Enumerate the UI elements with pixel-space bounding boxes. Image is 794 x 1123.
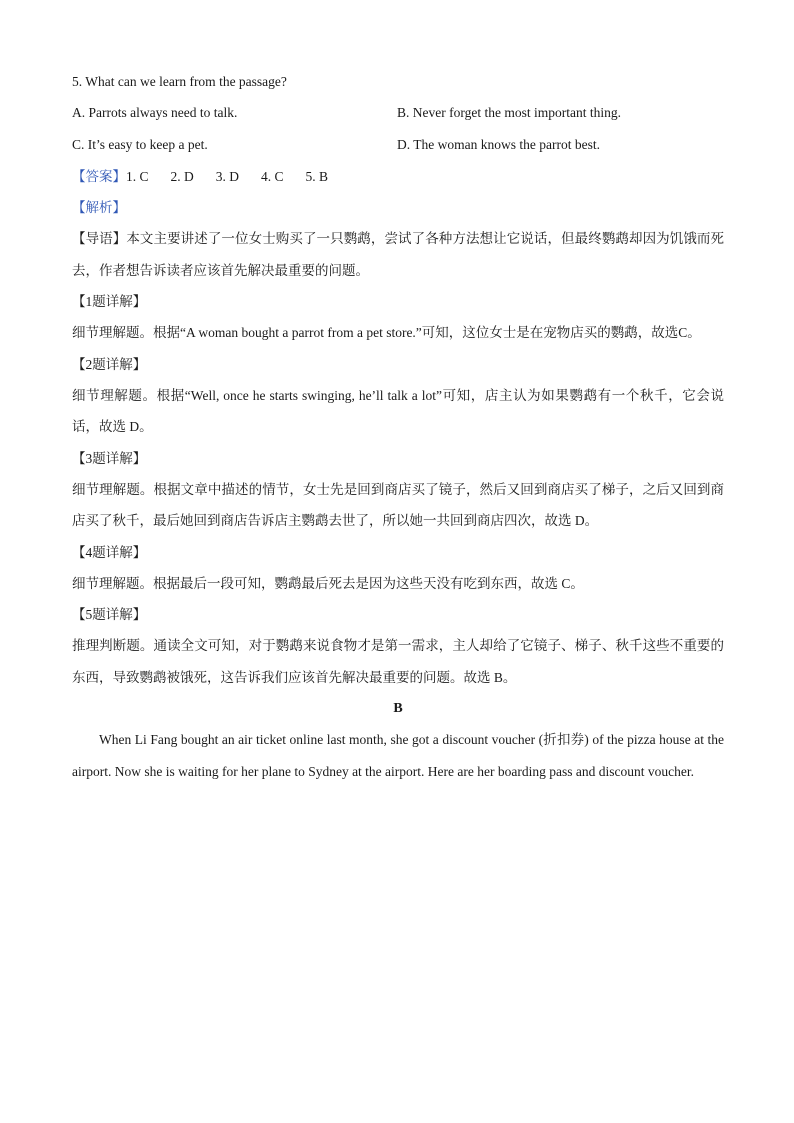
option-c: C. It’s easy to keep a pet. [72, 137, 208, 152]
option-d: D. The woman knows the parrot best. [397, 137, 600, 152]
detail-label-3: 【3题详解】 [72, 450, 147, 466]
document-page [72, 66, 724, 787]
answers-label: 【答案】 [72, 169, 126, 184]
detail-label-5: 【5题详解】 [72, 607, 147, 622]
detail-text-4: 细节理解题。根据最后一段可知，鹦鹉最后死去是因为这些天没有吃到东西，故选 C。 [72, 575, 584, 591]
section-paragraph: When Li Fang bought an air ticket online last month, she got a discount voucher (折扣券) of the pizza house at the airport. Now she is waiting for her plane to Sydney at the airport. Here are her boarding pass and discount voucher. [72, 732, 724, 779]
options-row-2 [72, 129, 724, 161]
answers-row [72, 161, 724, 192]
answer-item: 4. C [261, 169, 284, 184]
option-a: A. Parrots always need to talk. [72, 105, 238, 120]
options-row-1 [72, 97, 724, 129]
answer-item: 3. D [215, 169, 240, 184]
section-heading: B [393, 701, 403, 716]
detail-text-5: 推理判断题。通读全文可知，对于鹦鹉来说食物才是第一需求，主人却给了它镜子、梯子、秋千这些不重要的东西，导致鹦鹉被饿死，这告诉我们应该首先解决最重要的问题。故选 B。 [72, 638, 724, 685]
detail-text-1: 细节理解题。根据“A woman bought a parrot from a pet store.”可知，这位女士是在宠物店买的鹦鹉，故选C。 [72, 325, 701, 340]
detail-text-3: 细节理解题。根据文章中描述的情节，女士先是回到商店买了镜子，然后又回到商店买了梯子，之后又回到商店买了秋千，最后她回到商店告诉店主鹦鹉去世了，所以她一共回到商店四次，故选 D。 [72, 481, 724, 528]
detail-label-2: 【2题详解】 [72, 356, 147, 372]
intro-paragraph: 【导语】本文主要讲述了一位女士购买了一只鹦鹉，尝试了各种方法想让它说话，但最终鹦鹉却因为饥饿而死去，作者想告诉读者应该首先解决最重要的问题。 [72, 231, 724, 278]
answer-item: 2. D [170, 169, 194, 184]
answer-item: 1. C [126, 169, 149, 184]
option-b: B. Never forget the most important thing. [397, 105, 621, 120]
detail-label-1: 【1题详解】 [72, 294, 147, 309]
detail-label-4: 【4题详解】 [72, 544, 147, 560]
detail-text-2: 细节理解题。根据“Well, once he starts swinging, he’ll talk a lot”可知，店主认为如果鹦鹉有一个秋千，它会说话，故选 D。 [72, 387, 724, 434]
answer-item: 5. B [305, 169, 329, 184]
analysis-label: 【解析】 [72, 200, 126, 215]
question-stem: 5. What can we learn from the passage? [72, 74, 287, 89]
